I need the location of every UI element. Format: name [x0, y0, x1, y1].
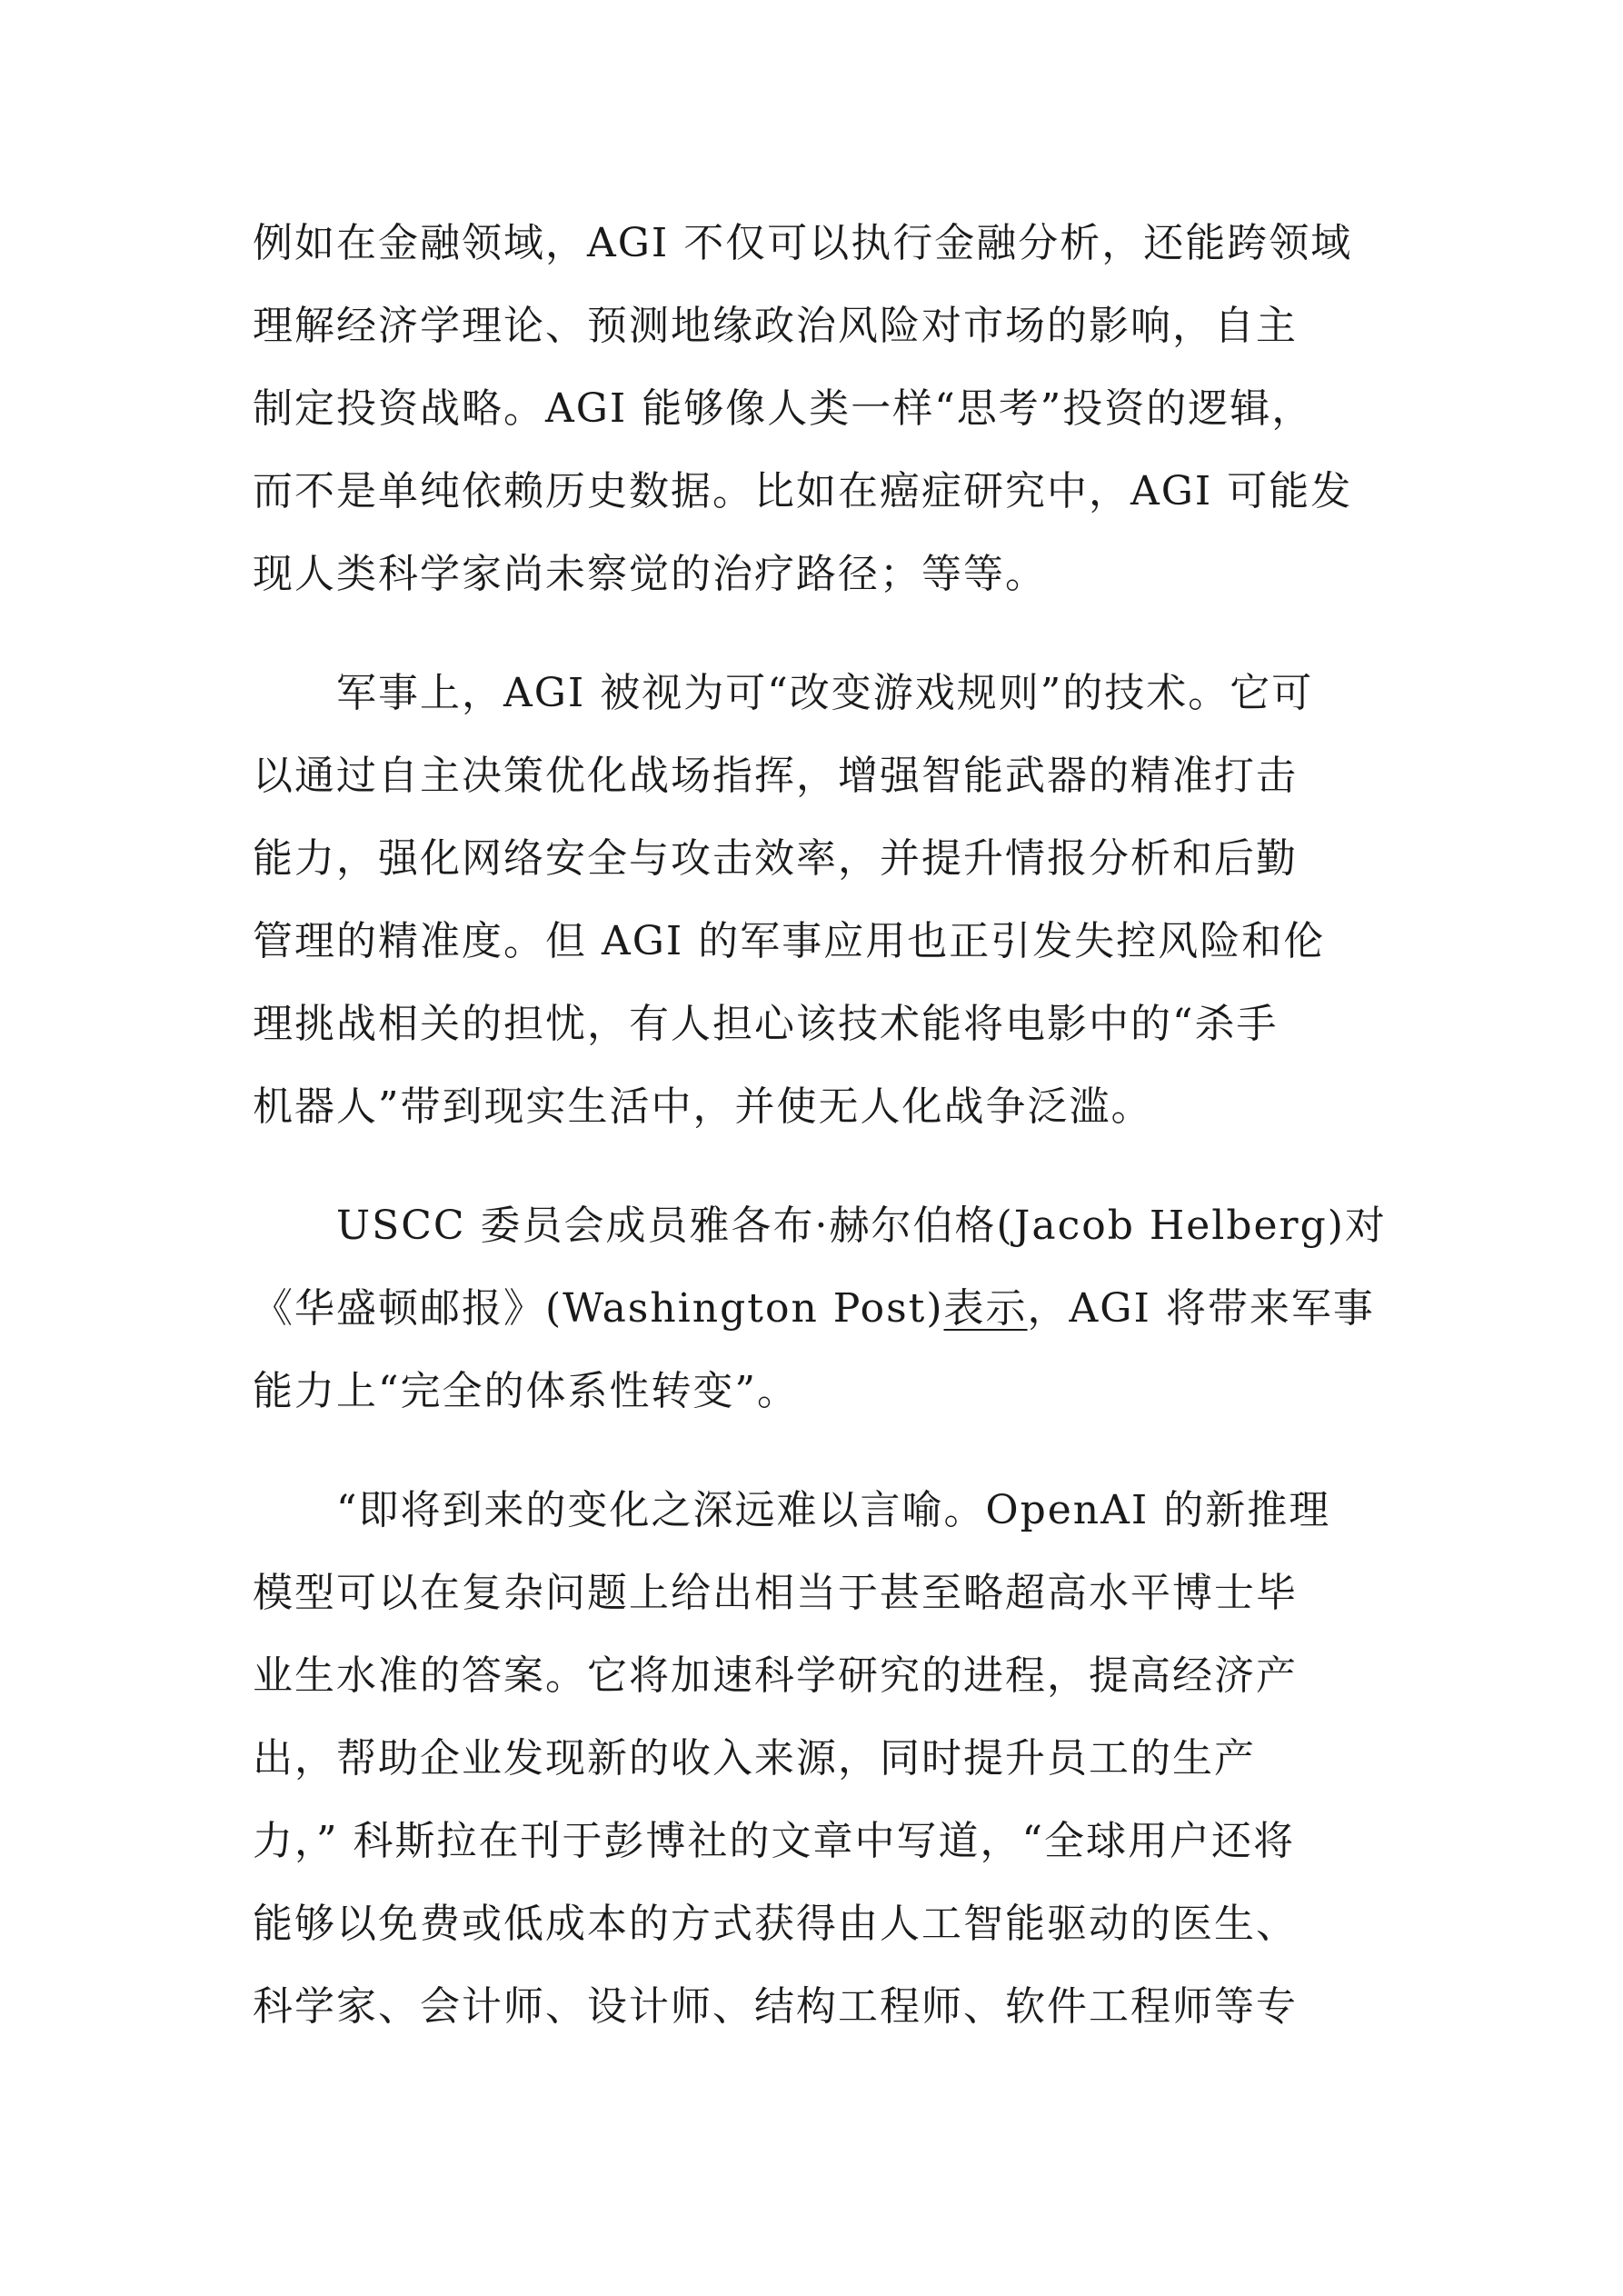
- text-line: 能力，强化网络安全与攻击效率，并提升情报分析和后勤: [253, 835, 1298, 882]
- text-line: 制定投资战略。AGI 能够像人类一样“思考”投资的逻辑，: [253, 385, 1314, 432]
- text-segment: 《华盛顿邮报》(Washington Post): [253, 1285, 944, 1332]
- source-link[interactable]: 表示: [943, 1285, 1028, 1332]
- text-line: USCC 委员会成员雅各布·赫尔伯格(Jacob Helberg)对: [336, 1203, 1387, 1249]
- text-line: 模型可以在复杂问题上给出相当于甚至略超高水平博士毕: [253, 1570, 1298, 1616]
- text-line: 以通过自主决策优化战场指挥，增强智能武器的精准打击: [253, 753, 1298, 799]
- text-line: 军事上，AGI 被视为可“改变游戏规则”的技术。它可: [336, 670, 1314, 716]
- paragraph-spacer: [253, 1148, 1389, 1184]
- paragraph-spacer: [253, 615, 1389, 652]
- text-line: 理解经济学理论、预测地缘政治风险对市场的影响，自主: [253, 303, 1298, 349]
- document-body: [253, 202, 1389, 2048]
- paragraph-khosla-quote: [253, 1469, 1389, 2048]
- text-line: 而不是单纯依赖历史数据。比如在癌症研究中，AGI 可能发: [253, 468, 1353, 514]
- text-line: 力，” 科斯拉在刊于彭博社的文章中写道，“全球用户还将: [253, 1818, 1295, 1864]
- text-line: 能力上“完全的体系性转变”。: [253, 1368, 799, 1414]
- paragraph-finance: [253, 202, 1389, 615]
- text-line: 机器人”带到现实生活中，并使无人化战争泛滥。: [253, 1083, 1153, 1130]
- text-line: 科学家、会计师、设计师、结构工程师、软件工程师等专: [253, 1983, 1298, 2030]
- text-line: “即将到来的变化之深远难以言喻。OpenAI 的新推理: [336, 1487, 1331, 1533]
- text-line: 理挑战相关的担忧，有人担心该技术能将电影中的“杀手: [253, 1001, 1279, 1047]
- text-line-with-link: [253, 1267, 1389, 1350]
- text-line: 出，帮助企业发现新的收入来源，同时提升员工的生产: [253, 1735, 1256, 1782]
- paragraph-uscc: [253, 1184, 1389, 1433]
- paragraph-military: [253, 652, 1389, 1148]
- text-line: 例如在金融领域，AGI 不仅可以执行金融分析，还能跨领域: [253, 220, 1353, 266]
- text-line: 现人类科学家尚未察觉的治疗路径；等等。: [253, 551, 1047, 597]
- text-line: 业生水准的答案。它将加速科学研究的进程，提高经济产: [253, 1652, 1298, 1699]
- text-line: 管理的精准度。但 AGI 的军事应用也正引发失控风险和伦: [253, 918, 1326, 964]
- text-line: 能够以免费或低成本的方式获得由人工智能驱动的医生、: [253, 1901, 1298, 1947]
- text-segment: ，AGI 将带来军事: [1027, 1285, 1375, 1332]
- paragraph-spacer: [253, 1433, 1389, 1469]
